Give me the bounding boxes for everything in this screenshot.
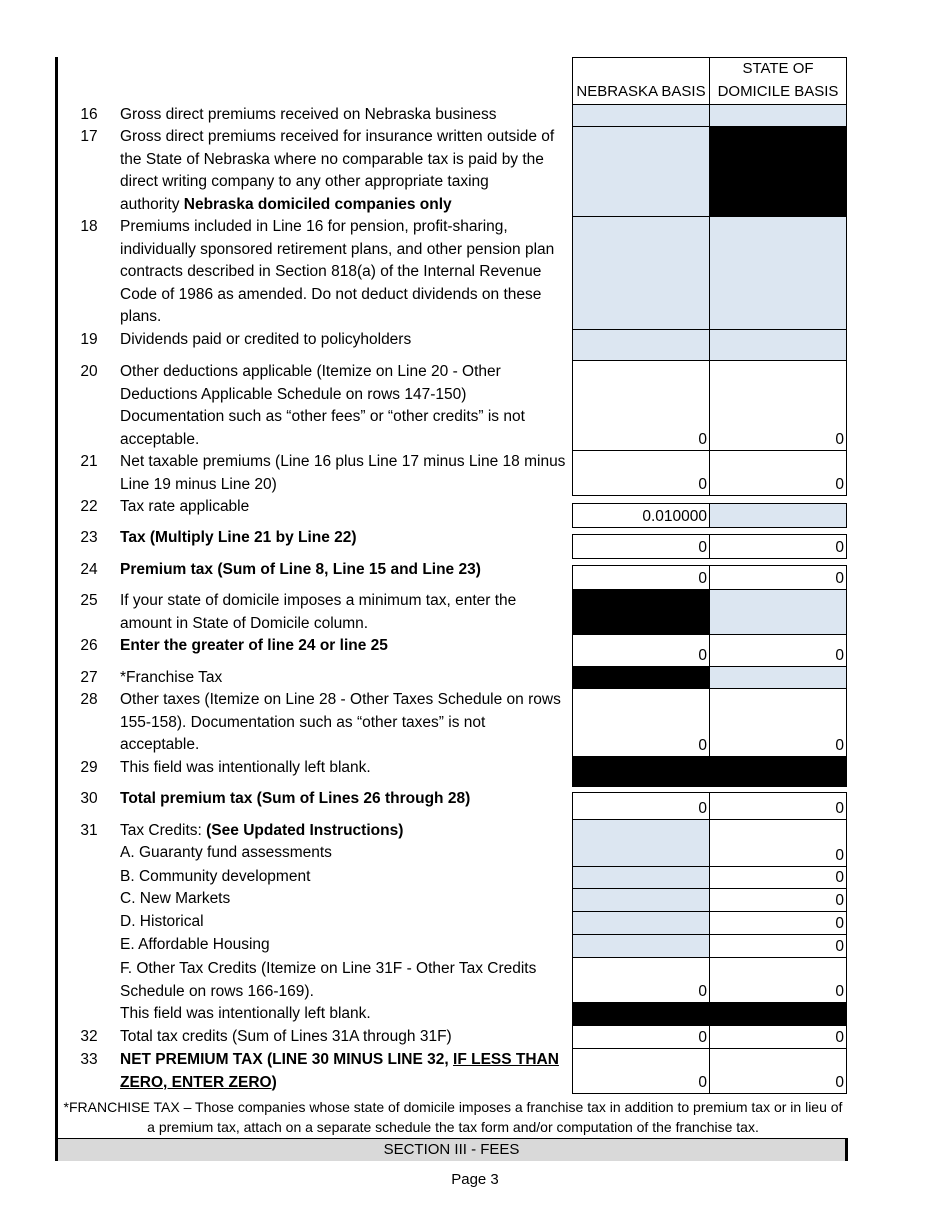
line-22-label: Tax rate applicable (120, 498, 250, 515)
line-31f-label: F. Other Tax Credits (Itemize on Line 31F - Other Tax Credits Schedule on rows 166-169). (120, 960, 537, 1000)
line-19-number: 19 (80, 331, 98, 348)
line-32-label: Total tax credits (Sum of Lines 31A through 31F) (120, 1028, 452, 1045)
section-iii-fees-header: SECTION III - FEES (58, 1138, 845, 1161)
line-19-label: Dividends paid or credited to policyholders (120, 331, 412, 348)
line-31c-nebraska-input[interactable] (572, 888, 710, 912)
line-31-blank-label: This field was intentionally left blank. (120, 1005, 371, 1022)
line-28-number: 28 (80, 691, 98, 708)
line-27-number: 27 (80, 669, 98, 686)
line-31e-domicile-value: 0 (709, 934, 847, 958)
line-25-number: 25 (80, 592, 98, 609)
line-20-nebraska-value: 0 (572, 360, 710, 451)
line-33-nebraska-value: 0 (572, 1048, 710, 1094)
line-31-label: Tax Credits: (See Updated Instructions) (120, 822, 404, 839)
line-29-number: 29 (80, 759, 98, 776)
line-23-label: Tax (Multiply Line 21 by Line 22) (120, 529, 357, 546)
line-33-number: 33 (80, 1051, 98, 1068)
line-21-nebraska-value: 0 (572, 450, 710, 496)
header-nebraska-basis: NEBRASKA BASIS (572, 57, 710, 105)
line-31a-domicile-value: 0 (709, 819, 847, 867)
line-26-domicile-value: 0 (709, 634, 847, 667)
line-27-nebraska-blocked (572, 666, 710, 689)
line-32-domicile-value: 0 (709, 1025, 847, 1049)
line-22-nebraska-tax-rate: 0.010000 (572, 503, 710, 528)
line-29-blocked-row (572, 756, 847, 787)
line-17-nebraska-input[interactable] (572, 126, 710, 217)
left-border (55, 57, 58, 1161)
line-32-number: 32 (80, 1028, 98, 1045)
line-30-number: 30 (80, 790, 98, 807)
line-23-number: 23 (80, 529, 98, 546)
line-26-nebraska-value: 0 (572, 634, 710, 667)
line-16-domicile-input[interactable] (709, 104, 847, 127)
line-26-label: Enter the greater of line 24 or line 25 (120, 637, 388, 654)
line-17-label: Gross direct premiums received for insurance written outside of the State of Nebraska where no comparable tax is paid by the direct writing company to any other appropriate taxing authority Nebraska domiciled companies only (120, 128, 555, 213)
line-20-number: 20 (80, 363, 98, 380)
line-19-domicile-input[interactable] (709, 329, 847, 361)
line-21-label: Net taxable premiums (Line 16 plus Line 17 minus Line 18 minus Line 19 minus Line 20) (120, 453, 566, 493)
line-16-label: Gross direct premiums received on Nebraska business (120, 106, 497, 123)
line-31a-nebraska-input[interactable] (572, 819, 710, 867)
line-31e-label: E. Affordable Housing (120, 936, 270, 953)
line-31-number: 31 (80, 822, 98, 839)
line-25-nebraska-blocked (572, 589, 710, 635)
line-33-domicile-value: 0 (709, 1048, 847, 1094)
line-31f-nebraska-value: 0 (572, 957, 710, 1003)
line-18-number: 18 (80, 218, 98, 235)
line-23-nebraska-value: 0 (572, 534, 710, 559)
line-28-domicile-value: 0 (709, 688, 847, 757)
line-22-number: 22 (80, 498, 98, 515)
line-31e-nebraska-input[interactable] (572, 934, 710, 958)
line-22-domicile-tax-rate-input[interactable] (709, 503, 847, 528)
line-18-nebraska-input[interactable] (572, 216, 710, 330)
franchise-tax-footnote: *FRANCHISE TAX – Those companies whose state of domicile imposes a franchise tax in addition to premium tax or in lieu of a premium tax, attach on a separate schedule the tax form and/or computation of the franchise tax. (63, 1099, 843, 1135)
page-number: Page 3 (451, 1171, 499, 1188)
line-24-nebraska-value: 0 (572, 565, 710, 590)
line-33-label: NET PREMIUM TAX (LINE 30 MINUS LINE 32, IF LESS THAN ZERO, ENTER ZERO) (120, 1051, 559, 1091)
line-16-nebraska-input[interactable] (572, 104, 710, 127)
line-30-label: Total premium tax (Sum of Lines 26 through 28) (120, 790, 471, 807)
line-25-domicile-minimum-tax-input[interactable] (709, 589, 847, 635)
line-31f-domicile-value: 0 (709, 957, 847, 1003)
line-28-label: Other taxes (Itemize on Line 28 - Other Taxes Schedule on rows 155-158). Documentation such as “other taxes” is not acceptable. (120, 691, 561, 753)
line-20-domicile-value: 0 (709, 360, 847, 451)
header-state-of-domicile-basis: STATE OF DOMICILE BASIS (709, 57, 847, 105)
line-26-number: 26 (80, 637, 98, 654)
line-17-number: 17 (80, 128, 98, 145)
line-30-domicile-value: 0 (709, 792, 847, 820)
line-21-domicile-value: 0 (709, 450, 847, 496)
line-19-nebraska-input[interactable] (572, 329, 710, 361)
line-23-domicile-value: 0 (709, 534, 847, 559)
line-31b-domicile-value: 0 (709, 866, 847, 889)
line-28-nebraska-value: 0 (572, 688, 710, 757)
line-21-number: 21 (80, 453, 98, 470)
line-31c-domicile-value: 0 (709, 888, 847, 912)
line-31d-domicile-value: 0 (709, 911, 847, 935)
line-27-label: *Franchise Tax (120, 669, 223, 686)
line-31d-nebraska-input[interactable] (572, 911, 710, 935)
line-32-nebraska-value: 0 (572, 1025, 710, 1049)
line-29-label: This field was intentionally left blank. (120, 759, 371, 776)
line-31a-label: A. Guaranty fund assessments (120, 844, 332, 861)
line-18-label: Premiums included in Line 16 for pension, profit-sharing, individually sponsored retirement plans, and other pension plan contracts described in Section 818(a) of the Internal Revenue Code of 1986 as amended. Do not deduct dividends on these plans. (120, 218, 555, 325)
line-31b-label: B. Community development (120, 868, 311, 885)
line-24-domicile-value: 0 (709, 565, 847, 590)
line-16-number: 16 (80, 106, 98, 123)
line-31-blank-blocked-row (572, 1002, 847, 1026)
line-30-nebraska-value: 0 (572, 792, 710, 820)
right-border (845, 1138, 848, 1161)
line-31b-nebraska-input[interactable] (572, 866, 710, 889)
line-31c-label: C. New Markets (120, 890, 231, 907)
line-31d-label: D. Historical (120, 913, 204, 930)
line-27-domicile-franchise-tax-input[interactable] (709, 666, 847, 689)
line-18-domicile-input[interactable] (709, 216, 847, 330)
line-24-label: Premium tax (Sum of Line 8, Line 15 and Line 23) (120, 561, 481, 578)
line-24-number: 24 (80, 561, 98, 578)
line-25-label: If your state of domicile imposes a minimum tax, enter the amount in State of Domicile column. (120, 592, 517, 632)
line-17-domicile-blocked (709, 126, 847, 217)
line-20-label: Other deductions applicable (Itemize on Line 20 - Other Deductions Applicable Schedule on rows 147-150) Documentation such as “other fees” or “other credits” is not acceptable. (120, 363, 525, 448)
